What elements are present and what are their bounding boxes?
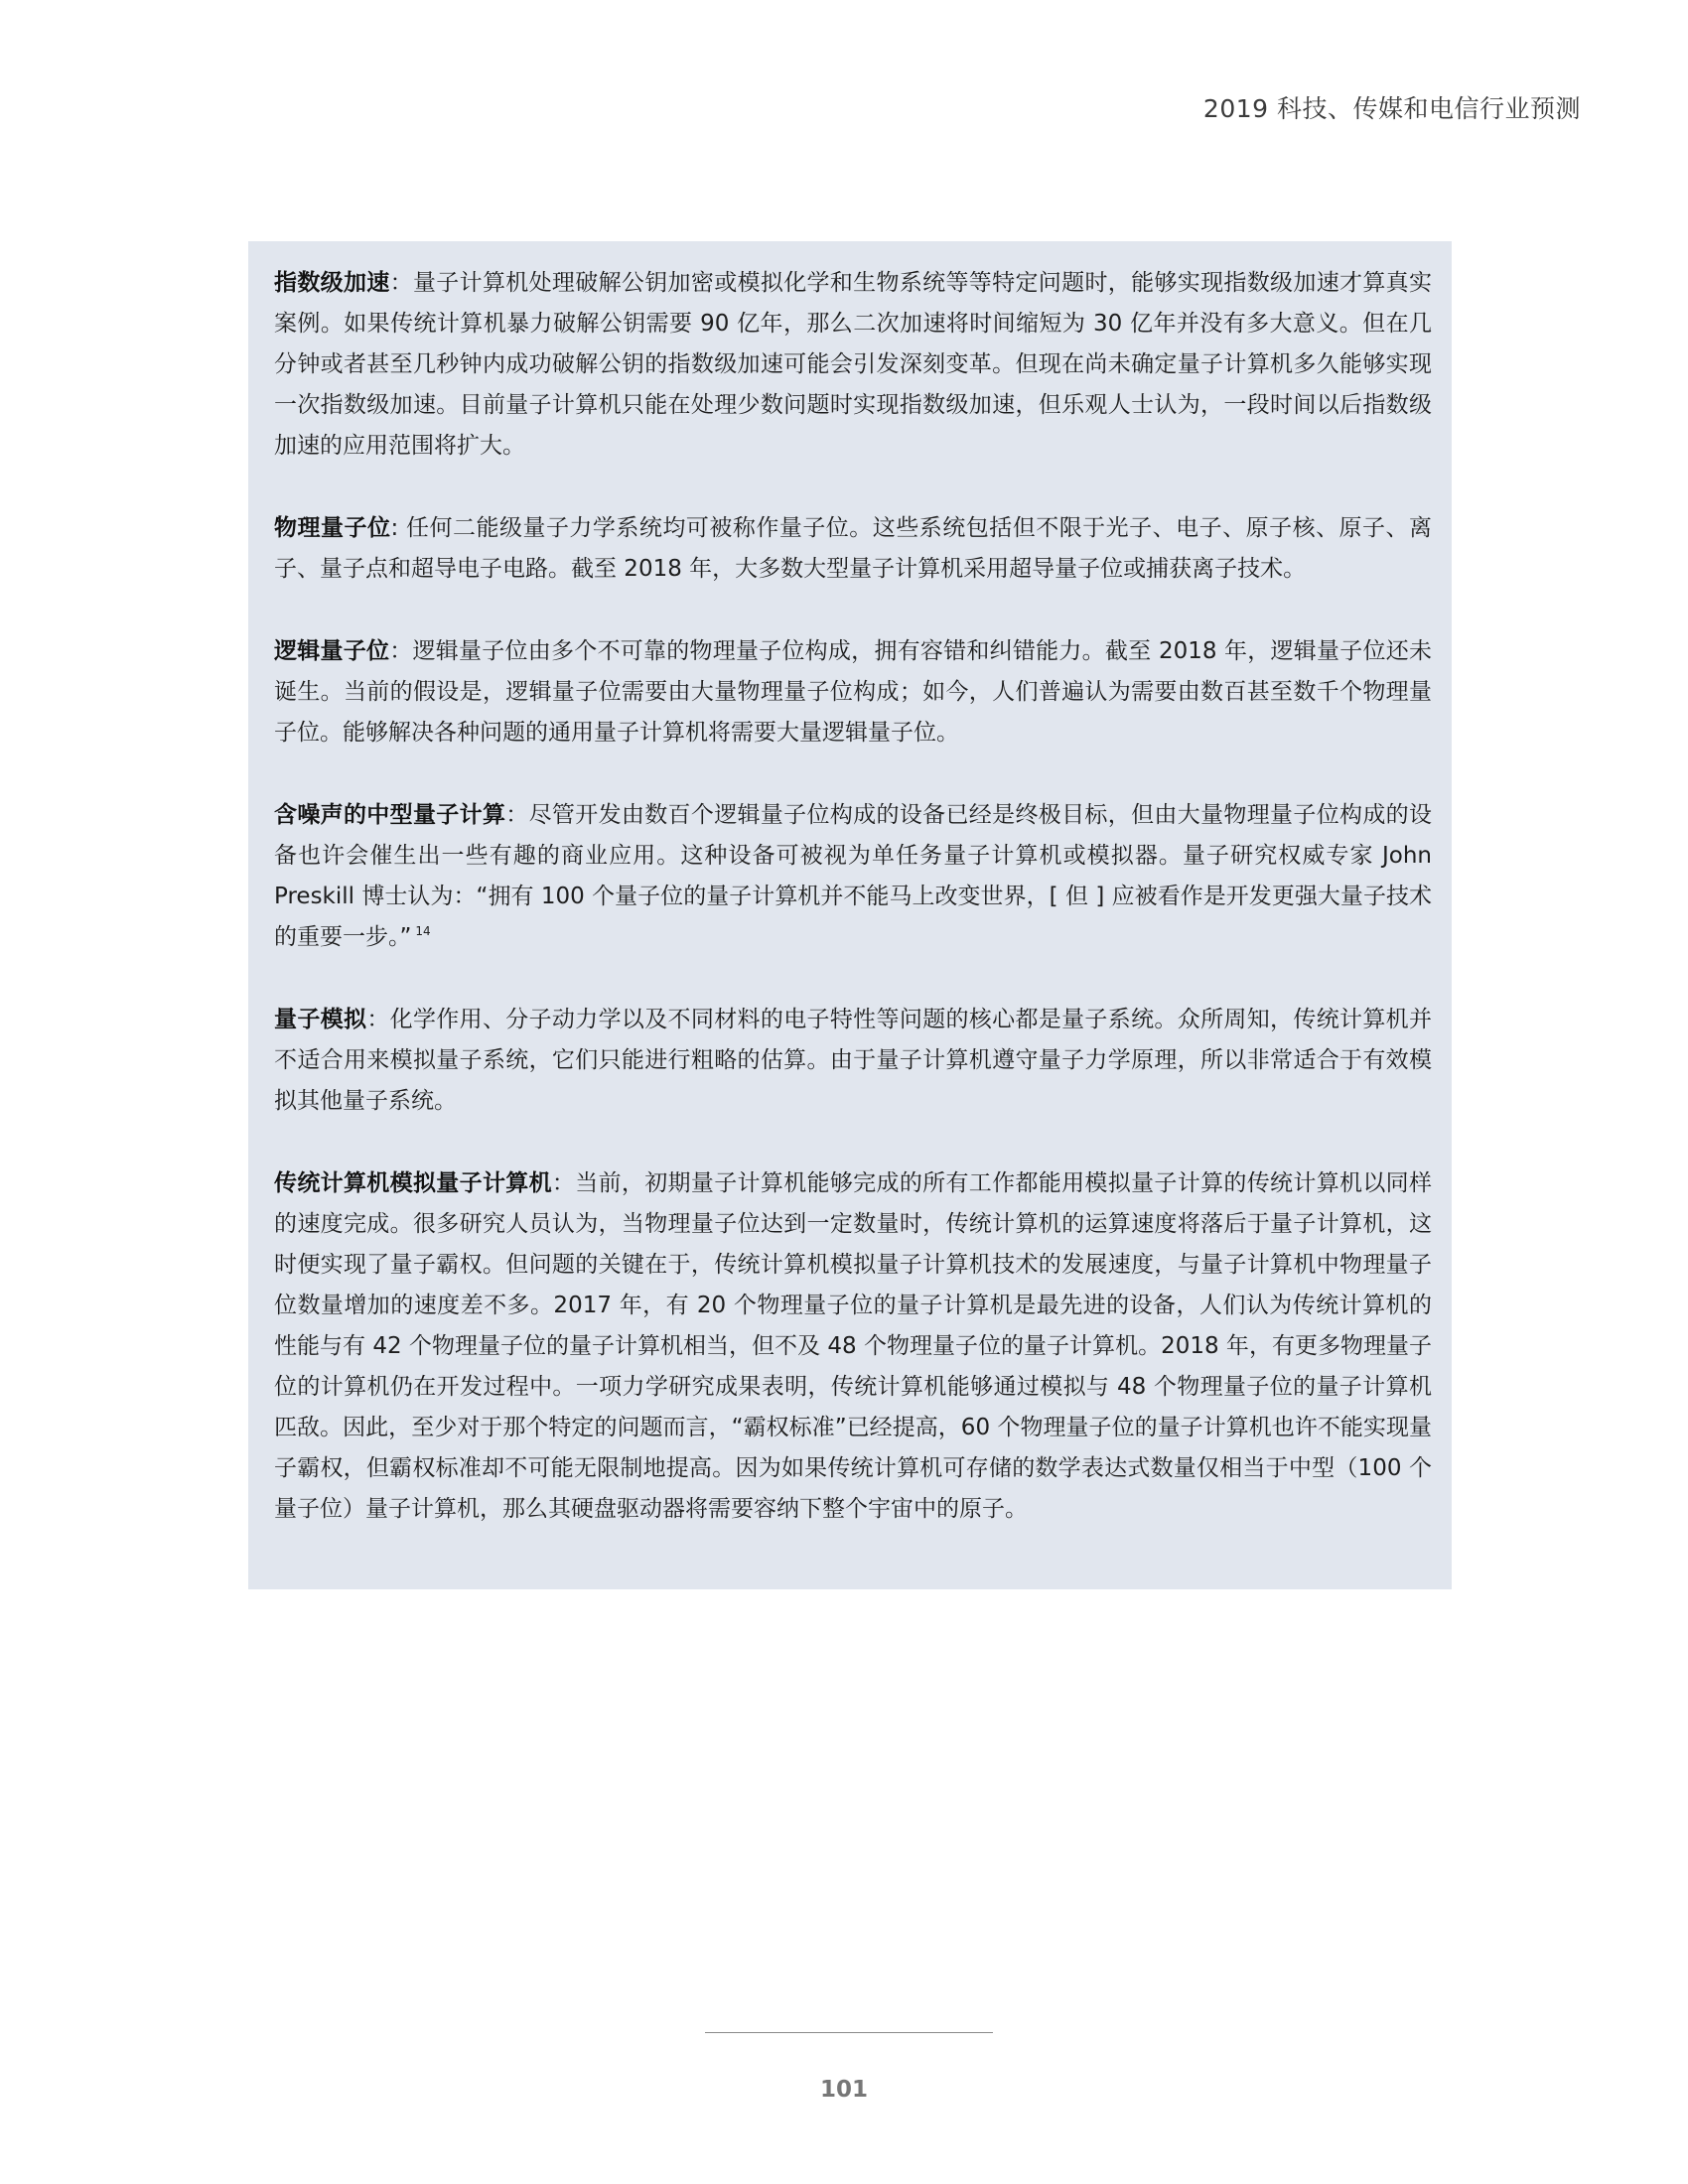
- glossary-entry-nisq: [274, 795, 1432, 958]
- glossary-definition: 尽管开发由数百个逻辑量子位构成的设备已经是终极目标，但由大量物理量子位构成的设备也许会催生出一些有趣的商业应用。这种设备可被视为单任务量子计算机或模拟器。量子研究权威专家 John Preskill 博士认为：“拥有 100 个量子位的量子计算机并不能马上改变世界，[ 但 ] 应被看作是开发更强大量子技术的重要一步。”: [274, 802, 1433, 950]
- glossary-definition: 逻辑量子位由多个不可靠的物理量子位构成，拥有容错和纠错能力。截至 2018 年，逻辑量子位还未诞生。当前的假设是，逻辑量子位需要由大量物理量子位构成；如今，人们普遍认为需要由数百甚至数千个物理量子位。能够解决各种问题的通用量子计算机将需要大量逻辑量子位。: [274, 638, 1433, 746]
- glossary-definition: 量子计算机处理破解公钥加密或模拟化学和生物系统等等特定问题时，能够实现指数级加速才算真实案例。如果传统计算机暴力破解公钥需要 90 亿年，那么二次加速将时间缩短为 30 亿年并没有多大意义。但在几分钟或者甚至几秒钟内成功破解公钥的指数级加速可能会引发深刻变革。但现在尚未确定量子计算机多久能够实现一次指数级加速。目前量子计算机只能在处理少数问题时实现指数级加速，但乐观人士认为，一段时间以后指数级加速的应用范围将扩大。: [274, 270, 1433, 459]
- term-separator: ：: [389, 270, 413, 296]
- glossary-term: 传统计算机模拟量子计算机: [274, 1170, 552, 1196]
- glossary-term: 量子模拟: [274, 1007, 367, 1032]
- glossary-entry-exponential-speedup: [274, 263, 1432, 467]
- term-separator: ：: [366, 1007, 390, 1032]
- footer-divider: [705, 2032, 993, 2033]
- footnote-reference: 14: [415, 924, 431, 939]
- glossary-entry-classical-simulation: [274, 1163, 1432, 1530]
- term-separator: ：: [389, 638, 413, 664]
- glossary-term: 逻辑量子位: [274, 638, 390, 664]
- glossary-entry-logical-qubit: [274, 631, 1432, 753]
- term-separator: :: [390, 515, 407, 541]
- running-header-title: 2019 科技、传媒和电信行业预测: [1202, 94, 1581, 123]
- glossary-term: 指数级加速: [274, 270, 390, 296]
- term-separator: ：: [551, 1170, 576, 1196]
- glossary-entry-quantum-simulation: [274, 1000, 1432, 1122]
- glossary-definition: 任何二能级量子力学系统均可被称作量子位。这些系统包括但不限于光子、电子、原子核、原子、离子、量子点和超导电子电路。截至 2018 年，大多数大型量子计算机采用超导量子位或捕获离子技术。: [274, 515, 1433, 582]
- glossary-box: [248, 241, 1452, 1589]
- glossary-entry-physical-qubit: [274, 508, 1432, 590]
- glossary-definition: 化学作用、分子动力学以及不同材料的电子特性等问题的核心都是量子系统。众所周知，传统计算机并不适合用来模拟量子系统，它们只能进行粗略的估算。由于量子计算机遵守量子力学原理，所以非常适合于有效模拟其他量子系统。: [274, 1007, 1433, 1114]
- term-separator: ：: [505, 802, 529, 828]
- glossary-definition: 当前，初期量子计算机能够完成的所有工作都能用模拟量子计算的传统计算机以同样的速度完成。很多研究人员认为，当物理量子位达到一定数量时，传统计算机的运算速度将落后于量子计算机，这时便实现了量子霸权。但问题的关键在于，传统计算机模拟量子计算机技术的发展速度，与量子计算机中物理量子位数量增加的速度差不多。2017 年，有 20 个物理量子位的量子计算机是最先进的设备，人们认为传统计算机的性能与有 42 个物理量子位的量子计算机相当，但不及 48 个物理量子位的量子计算机。2018 年，有更多物理量子位的计算机仍在开发过程中。一项力学研究成果表明，传统计算机能够通过模拟与 48 个物理量子位的量子计算机匹敌。因此，至少对于那个特定的问题而言，“霸权标准”已经提高，60 个物理量子位的量子计算机也许不能实现量子霸权，但霸权标准却不可能无限制地提高。因为如果传统计算机可存储的数学表达式数量仅相当于中型（100 个量子位）量子计算机，那么其硬盘驱动器将需要容纳下整个宇宙中的原子。: [274, 1170, 1433, 1522]
- glossary-term: 物理量子位: [274, 515, 391, 541]
- page-number: 101: [819, 2077, 868, 2103]
- glossary-term: 含噪声的中型量子计算: [274, 802, 506, 828]
